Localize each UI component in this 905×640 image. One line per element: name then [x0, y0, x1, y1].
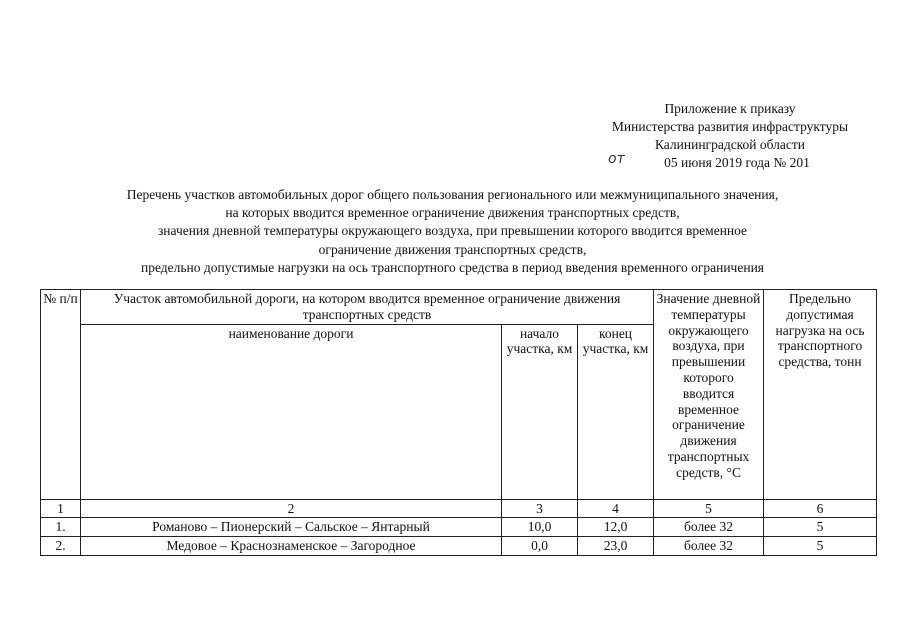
row-end-km: 23,0	[578, 537, 654, 556]
appendix-date-line	[590, 151, 870, 172]
table-row	[41, 537, 877, 556]
row-road-name: Романово – Пионерский – Сальское – Янтарный	[81, 518, 502, 537]
appendix-line-2: Министерства развития инфраструктуры	[611, 119, 849, 134]
column-number: 3	[502, 499, 578, 518]
handwritten-prefix: от	[608, 151, 625, 167]
appendix-date: 05 июня 2019 года № 201	[664, 155, 810, 170]
row-load: 5	[764, 518, 877, 537]
row-temperature: более 32	[654, 537, 764, 556]
road-sections-table	[40, 289, 877, 556]
title-line: предельно допустимые нагрузки на ось транспортного средства в период введения временного ограничения	[140, 259, 765, 275]
header-end: конец участка, км	[578, 324, 654, 499]
column-number: 6	[764, 499, 877, 518]
column-number: 5	[654, 499, 764, 518]
title-line: ограничение движения транспортных средств,	[318, 241, 587, 257]
appendix-line-3: Калининградской области	[654, 137, 806, 152]
header-section-group: Участок автомобильной дороги, на котором вводится временное ограничение движения транспортных средств	[81, 290, 654, 325]
row-start-km: 0,0	[502, 537, 578, 556]
row-num: 1.	[41, 518, 81, 537]
header-num: № п/п	[41, 290, 81, 500]
header-start: начало участка, км	[502, 324, 578, 499]
title-line: значения дневной температуры окружающего воздуха, при превышении которого вводится временное	[157, 223, 748, 239]
table-header-row	[41, 290, 877, 325]
row-temperature: более 32	[654, 518, 764, 537]
table-row	[41, 518, 877, 537]
header-load: Предельно допустимая нагрузка на ось транспортного средства, тонн	[764, 290, 877, 500]
column-number: 2	[81, 499, 502, 518]
title-line: Перечень участков автомобильных дорог общего пользования регионального или межмуниципального значения,	[126, 187, 779, 202]
appendix-header	[590, 100, 870, 172]
row-load: 5	[764, 537, 877, 556]
row-start-km: 10,0	[502, 518, 578, 537]
column-numbers-row	[41, 499, 877, 518]
row-end-km: 12,0	[578, 518, 654, 537]
document-title	[20, 186, 885, 277]
header-road-name: наименование дороги	[81, 324, 502, 499]
header-temperature: Значение дневной температуры окружающего воздуха, при превышении которого вводится временное ограничение движения транспортных средств, °С	[654, 290, 764, 500]
column-number: 4	[578, 499, 654, 518]
row-road-name: Медовое – Краснознаменское – Загородное	[81, 537, 502, 556]
appendix-line-1: Приложение к приказу	[664, 101, 796, 116]
title-line: на которых вводится временное ограничение движения транспортных средств,	[225, 205, 680, 221]
column-number: 1	[41, 499, 81, 518]
row-num: 2.	[41, 537, 81, 556]
